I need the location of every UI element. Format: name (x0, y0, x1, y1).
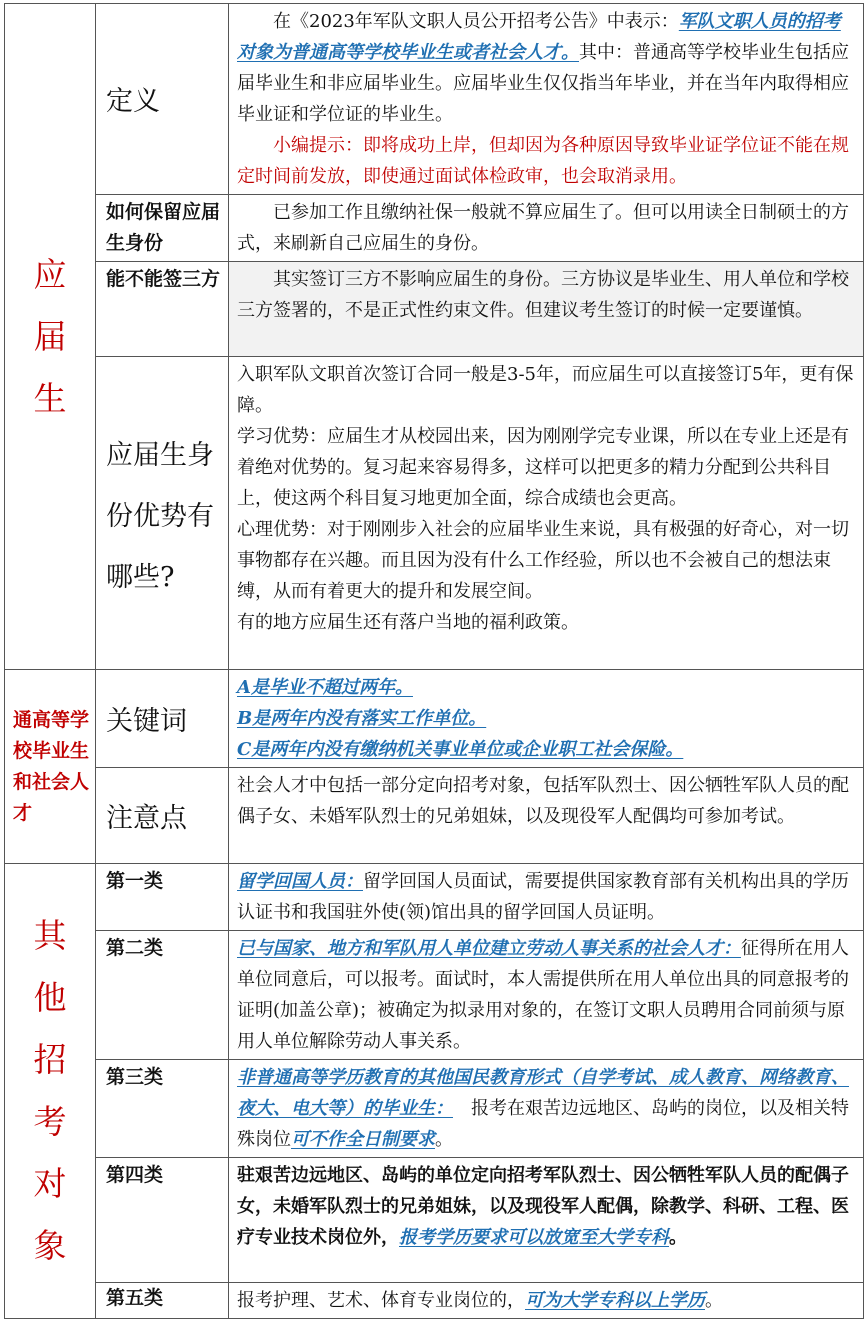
category-4-cell (229, 1158, 864, 1283)
keyword-b: B是两年内没有落实工作单位。 (237, 708, 487, 729)
label-retain-status: 如何保留应届生身份 (96, 195, 229, 262)
label-category-3: 第三类 (96, 1060, 229, 1158)
section-fresh-grad-title: 应届生 (33, 254, 67, 418)
category-5-tail: 。 (705, 1290, 723, 1311)
category-1-highlight: 留学回国人员： (237, 871, 363, 892)
row-keywords (5, 670, 864, 768)
advantage-contract: 入职军队文职首次签订合同一般是3-5年，而应届生可以直接签订5年，更有保障。 (237, 364, 854, 416)
keywords-cell (229, 670, 864, 768)
section-grad-social-title: 通高等学校毕业生和社会人才 (13, 708, 90, 824)
category-3-highlight-2: 可不作全日制要求 (291, 1129, 435, 1150)
section-other (5, 864, 96, 1319)
keyword-c: C是两年内没有缴纳机关事业单位或企业职工社会保险。 (237, 739, 684, 760)
row-advantages (5, 357, 864, 670)
notes-text: 社会人才中包括一部分定向招考对象，包括军队烈士、因公牺牲军队人员的配偶子女、未婚军队烈士的兄弟姐妹，以及现役军人配偶均可参加考试。 (229, 768, 864, 864)
row-category-5 (5, 1283, 864, 1319)
row-category-1 (5, 864, 864, 931)
row-category-3 (5, 1060, 864, 1158)
label-category-2: 第二类 (96, 931, 229, 1060)
category-3-text: 报考在艰苦边远地区、岛屿的岗位，以及相关特殊岗位 (237, 1098, 849, 1150)
row-definition (5, 4, 864, 195)
row-tripartite (5, 262, 864, 357)
definition-lead: 在《2023年军队文职人员公开招考公告》中表示： (273, 11, 679, 32)
definition-cell (229, 4, 864, 195)
category-4-tail: 。 (669, 1227, 687, 1248)
definition-highlight: 军队文职人员的招考对象为普通高等学校毕业生或者社会人才。 (237, 11, 841, 63)
label-category-4: 第四类 (96, 1158, 229, 1283)
category-5-cell (229, 1283, 864, 1319)
category-2-cell (229, 931, 864, 1060)
label-category-5: 第五类 (96, 1283, 229, 1319)
label-notes: 注意点 (96, 768, 229, 864)
row-retain (5, 195, 864, 262)
definition-tail: 其中：普通高等学校毕业生包括应届毕业生和非应届毕业生。应届毕业生仅仅指当年毕业，并在当年内取得相应毕业证和学位证的毕业生。 (237, 42, 849, 125)
advantage-mental: 心理优势：对于刚刚步入社会的应届毕业生来说，具有极强的好奇心，对一切事物都存在兴趣。而且因为没有什么工作经验，所以也不会被自己的想法束缚，从而有着更大的提升和发展空间。 (237, 519, 849, 602)
label-advantages: 应届生身份优势有哪些? (96, 357, 229, 670)
row-notes (5, 768, 864, 864)
category-1-cell (229, 864, 864, 931)
category-2-text: 征得所在用人单位同意后，可以报考。面试时，本人需提供所在用人单位出具的同意报考的证明(加盖公章)；被确定为拟录用对象的，在签订文职人员聘用合同前须与原用人单位解除劳动人事关系。 (237, 938, 849, 1052)
category-4-text: 驻艰苦边远地区、岛屿的单位定向招考军队烈士、因公牺牲军队人员的配偶子女，未婚军队烈士的兄弟姐妹，以及现役军人配偶，除教学、科研、工程、医疗专业技术岗位外， (237, 1165, 849, 1248)
row-category-2 (5, 931, 864, 1060)
category-5-highlight: 可为大学专科以上学历 (525, 1290, 705, 1311)
editor-tip: 小编提示：即将成功上岸，但却因为各种原因导致毕业证学位证不能在规定时间前发放，即使通过面试体检政审，也会取消录用。 (237, 135, 849, 187)
section-grad-social (5, 670, 96, 864)
label-category-1: 第一类 (96, 864, 229, 931)
category-2-highlight: 已与国家、地方和军队用人单位建立劳动人事关系的社会人才： (237, 938, 741, 959)
category-3-tail: 。 (435, 1129, 453, 1150)
section-other-title: 其他招考对象 (33, 916, 67, 1265)
category-4-highlight: 报考学历要求可以放宽至大学专科 (399, 1227, 669, 1248)
category-5-text: 报考护理、艺术、体育专业岗位的， (237, 1290, 525, 1311)
tripartite-text: 其实签订三方不影响应届生的身份。三方协议是毕业生、用人单位和学校三方签署的，不是正式性约束文件。但建议考生签订的时候一定要谨慎。 (229, 262, 864, 357)
recruitment-info-table (4, 3, 864, 1319)
advantages-cell (229, 357, 864, 670)
advantage-study: 学习优势：应届生才从校园出来，因为刚刚学完专业课，所以在专业上还是有着绝对优势的。复习起来容易得多，这样可以把更多的精力分配到公共科目上，使这两个科目复习地更加全面，综合成绩也会更高。 (237, 426, 849, 509)
category-3-cell (229, 1060, 864, 1158)
row-category-4 (5, 1158, 864, 1283)
keyword-a: A是毕业不超过两年。 (237, 677, 413, 698)
label-definition: 定义 (96, 4, 229, 195)
label-tripartite: 能不能签三方 (96, 262, 229, 357)
category-1-text: 留学回国人员面试，需要提供国家教育部有关机构出具的学历认证书和我国驻外使(领)馆出具的留学回国人员证明。 (237, 871, 849, 923)
section-fresh-grad (5, 4, 96, 670)
category-3-highlight: 非普通高等学历教育的其他国民教育形式（自学考试、成人教育、网络教育、夜大、电大等）的毕业生： (237, 1067, 849, 1119)
retain-status-text: 已参加工作且缴纳社保一般就不算应届生了。但可以用读全日制硕士的方式，来刷新自己应届生的身份。 (229, 195, 864, 262)
advantage-hukou: 有的地方应届生还有落户当地的福利政策。 (237, 612, 579, 633)
label-keywords: 关键词 (96, 670, 229, 768)
